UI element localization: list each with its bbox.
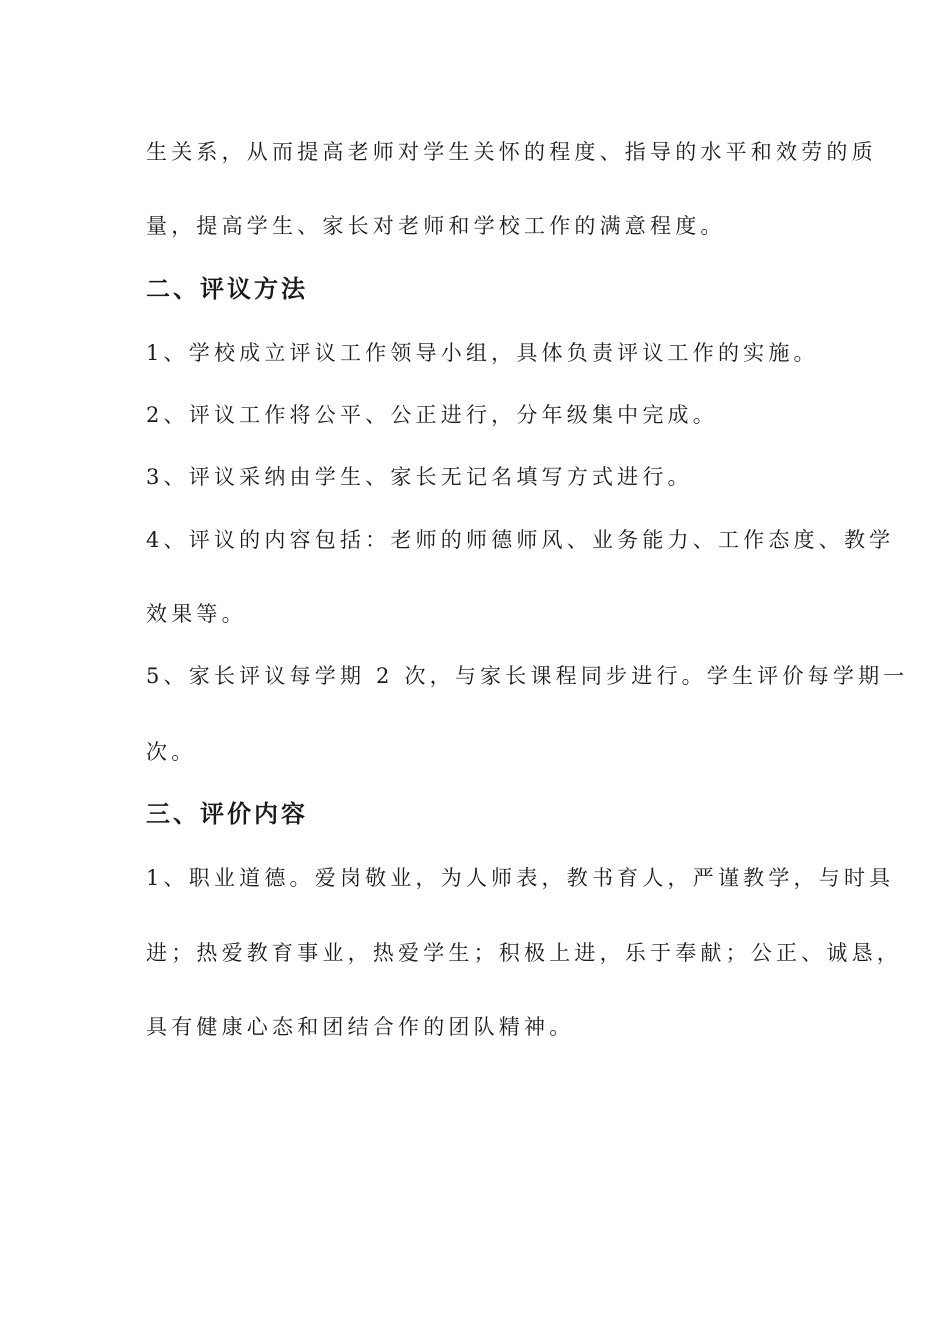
intro-line-1: 生关系，从而提高老师对学生关怀的程度、指导的水平和效劳的质 — [146, 140, 877, 164]
intro-line-2: 量，提高学生、家长对老师和学校工作的满意程度。 — [146, 214, 726, 238]
method-item-3: 3、评议采纳由学生、家长无记名填写方式进行。 — [146, 465, 693, 489]
section-heading-evaluation-content: 三、评价内容 — [146, 799, 308, 828]
method-item-4-line-1: 4、评议的内容包括：老师的师德师风、业务能力、工作态度、教学 — [146, 528, 895, 552]
method-item-4-line-2: 效果等。 — [146, 602, 247, 626]
method-item-2: 2、评议工作将公平、公正进行，分年级集中完成。 — [146, 403, 718, 427]
method-item-5-line-2: 次。 — [146, 740, 197, 764]
method-item-1: 1、学校成立评议工作领导小组，具体负责评议工作的实施。 — [146, 341, 819, 365]
section-heading-evaluation-method: 二、评议方法 — [146, 274, 308, 303]
content-item-1-line-3: 具有健康心态和团结合作的团队精神。 — [146, 1015, 575, 1039]
content-item-1-line-1: 1、职业道德。爱岗敬业，为人师表，教书育人，严谨教学，与时具 — [146, 866, 895, 890]
content-item-1-line-2: 进；热爱教育事业，热爱学生；积极上进，乐于奉献；公正、诚恳， — [146, 941, 902, 965]
method-item-5-line-1: 5、家长评议每学期 2 次，与家长课程同步进行。学生评价每学期一 — [146, 664, 909, 688]
